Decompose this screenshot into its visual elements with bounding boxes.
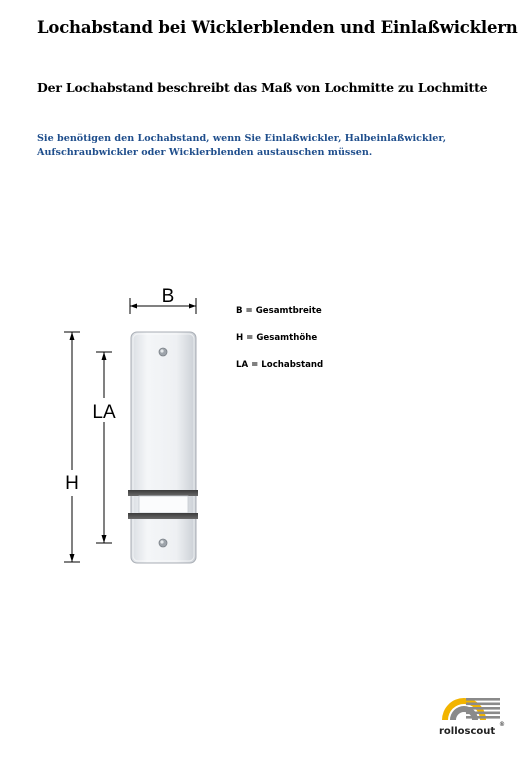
info-paragraph [37, 132, 507, 160]
dimension-b [130, 286, 196, 314]
label-b: B [161, 286, 175, 307]
dimension-h [64, 332, 80, 562]
legend-item-la: LA = Lochabstand [236, 360, 324, 370]
page-subtitle: Der Lochabstand beschreibt das Maß von Lochmitte zu Lochmitte [37, 80, 488, 95]
strap-band-bottom [128, 513, 198, 519]
logo-wordmark: rolloscout [439, 726, 496, 737]
logo-registered-mark: ® [499, 721, 505, 728]
cover-plate [128, 332, 198, 563]
label-la: LA [92, 402, 116, 423]
info-line-1: Sie benötigen den Lochabstand, wenn Sie Einlaßwickler, Halbeinlaßwickler, [37, 133, 447, 144]
strap-slot [139, 496, 188, 513]
dimension-la [92, 352, 116, 543]
strap-band-top [128, 490, 198, 496]
cover-plate-diagram [0, 270, 230, 580]
page-title: Lochabstand bei Wicklerblenden und Einlaßwicklern [37, 18, 518, 37]
rolloscout-logo [436, 690, 508, 740]
logo-mark-icon [442, 698, 500, 720]
legend-item-b: B = Gesamtbreite [236, 306, 322, 316]
legend-item-h: H = Gesamthöhe [236, 333, 318, 343]
label-h: H [65, 473, 79, 494]
info-line-2: Aufschraubwickler oder Wicklerblenden austauschen müssen. [37, 147, 373, 158]
